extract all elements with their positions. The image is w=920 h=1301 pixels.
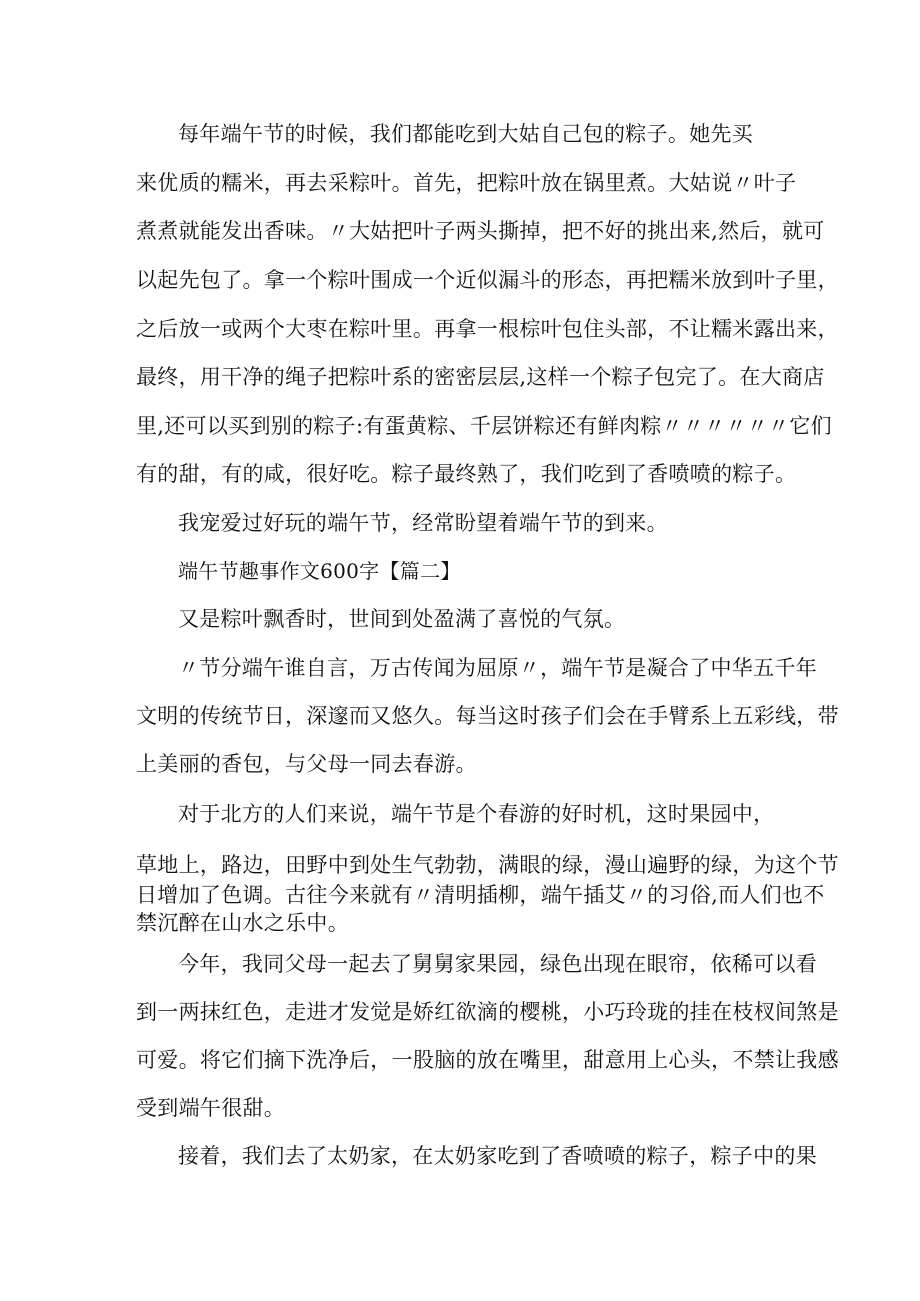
paragraph-line: 到一两抹红色，走进才发觉是娇红欲滴的樱桃，小巧玲珑的挂在枝杈间煞是	[136, 1000, 839, 1024]
paragraph-line: 来优质的糯米，再去采粽叶。首先，把粽叶放在锅里煮。大姑说〃叶子	[136, 171, 797, 195]
paragraph-line: 以起先包了。拿一个粽叶围成一个近似漏斗的形态，再把糯米放到叶子里，	[136, 268, 839, 292]
paragraph-line: 日增加了色调。古往今来就有〃清明插柳，端午插艾〃的习俗,而人们也不	[136, 883, 825, 907]
paragraph-line: 文明的传统节日，深邃而又悠久。每当这时孩子们会在手臂系上五彩线，带	[136, 704, 839, 728]
paragraph-line: 我宠爱过好玩的端午节，经常盼望着端午节的到来。	[178, 511, 668, 535]
paragraph-line: 禁沉醉在山水之乐中。	[136, 911, 349, 935]
paragraph-line: 之后放一或两个大枣在粽叶里。再拿一根棕叶包住头部，不让糯米露出来，	[136, 317, 839, 341]
paragraph-line: 又是粽叶飘香时，世间到处盈满了喜悦的气氛。	[178, 607, 626, 631]
paragraph-line: 受到端午很甜。	[136, 1096, 286, 1120]
paragraph-line: 今年，我同父母一起去了舅舅家果园，绿色出现在眼帘，依稀可以看	[178, 952, 817, 976]
paragraph-line: 最终，用干净的绳子把粽叶系的密密层层,这样一个粽子包完了。在大商店	[136, 365, 825, 389]
paragraph-line: 草地上，路边，田野中到处生气勃勃，满眼的绿，漫山遍野的绿，为这个节	[136, 853, 839, 877]
paragraph-line: 〃节分端午谁自言，万古传闻为屈原〃，端午节是凝合了中华五千年	[178, 656, 817, 680]
paragraph-line: 可爱。将它们摘下洗净后，一股脑的放在嘴里，甜意用上心头，不禁让我感	[136, 1048, 839, 1072]
paragraph-line: 煮煮就能发出香味。〃大姑把叶子两头撕掉，把不好的挑出来,然后，就可	[136, 219, 825, 243]
paragraph-line: 有的甜，有的咸，很好吃。粽子最终熟了，我们吃到了香喷喷的粽子。	[136, 462, 797, 486]
paragraph-line: 对于北方的人们来说，端午节是个春游的好时机，这时果园中，	[178, 802, 775, 826]
paragraph-line: 上美丽的香包，与父母一同去春游。	[136, 752, 477, 776]
paragraph-line: 每年端午节的时候，我们都能吃到大姑自己包的粽子。她先买	[178, 122, 754, 146]
paragraph-line: 接着，我们去了太奶家，在太奶家吃到了香喷喷的粽子，粽子中的果	[178, 1144, 817, 1168]
paragraph-line: 里,还可以买到别的粽子:有蛋黄粽、千层饼粽还有鲜肉粽〃〃〃〃〃〃它们	[136, 414, 832, 438]
section-heading: 端午节趣事作文600字【篇二】	[178, 559, 461, 583]
